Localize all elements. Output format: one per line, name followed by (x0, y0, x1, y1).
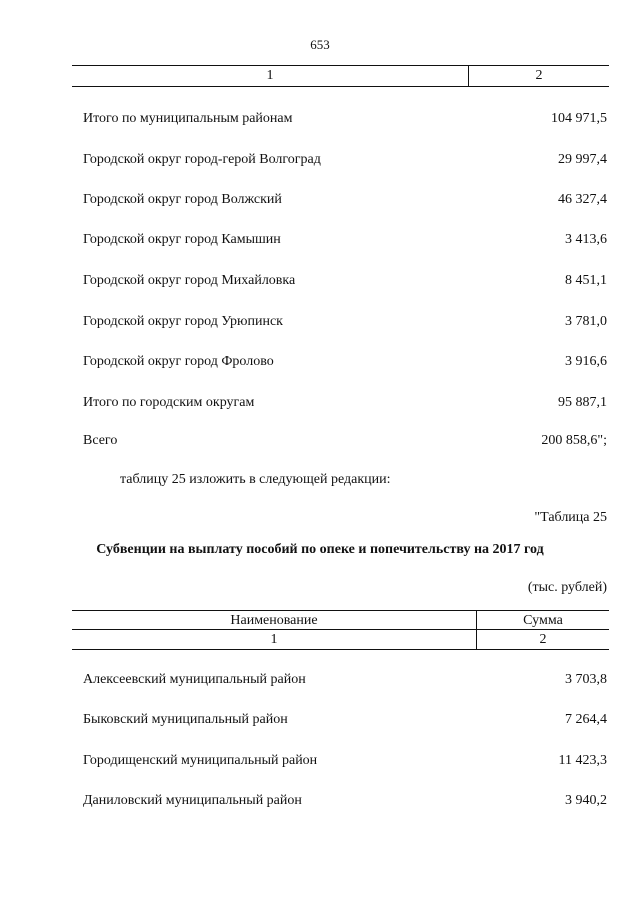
table2-col1-title: Наименование (230, 613, 318, 628)
row-value: 3 940,2 (565, 793, 607, 808)
row-name: Даниловский муниципальный район (83, 793, 302, 808)
row-value: 3 916,6 (565, 354, 607, 369)
row-name: Городской округ город Урюпинск (83, 314, 283, 329)
row-value: 3 703,8 (565, 672, 607, 687)
page-number: 653 (310, 37, 330, 52)
row-name: Всего (83, 433, 118, 448)
row-name: Городской округ город Фролово (83, 354, 274, 369)
table-label: "Таблица 25 (534, 510, 607, 525)
table-row (83, 753, 607, 773)
row-value: 7 264,4 (565, 712, 607, 727)
row-value: 104 971,5 (551, 111, 607, 126)
table-row (83, 314, 607, 334)
row-name: Быковский муниципальный район (83, 712, 288, 727)
row-value: 3 413,6 (565, 232, 607, 247)
row-value: 29 997,4 (558, 152, 607, 167)
row-value: 46 327,4 (558, 192, 607, 207)
row-name: Городской округ город Волжский (83, 192, 282, 207)
table1-col1-number: 1 (266, 68, 274, 83)
row-name: Городской округ город Камышин (83, 232, 281, 247)
table2-col1-number: 1 (270, 632, 278, 647)
table-row (83, 395, 607, 415)
table-row (83, 232, 607, 252)
table-row (83, 152, 607, 172)
amendment-instruction: таблицу 25 изложить в следующей редакции: (120, 472, 391, 487)
row-name: Городищенский муниципальный район (83, 753, 318, 768)
table1-header-rule (72, 86, 609, 87)
row-name: Городской округ город-герой Волгоград (83, 152, 321, 167)
row-value: 200 858,6"; (541, 433, 607, 448)
table-title: Субвенции на выплату пособий по опеке и попечительству на 2017 год (96, 542, 544, 557)
row-value: 8 451,1 (565, 273, 607, 288)
table2-col2-title: Сумма (523, 613, 563, 628)
table-row (83, 273, 607, 293)
table2-col2-number: 2 (539, 632, 547, 647)
table-row (83, 354, 607, 374)
row-value: 3 781,0 (565, 314, 607, 329)
row-value: 95 887,1 (558, 395, 607, 410)
table-row (83, 672, 607, 692)
table-row (83, 712, 607, 732)
table-row (83, 192, 607, 212)
table1-col2-number: 2 (535, 68, 543, 83)
row-name: Итого по городским округам (83, 395, 255, 410)
units-label: (тыс. рублей) (527, 580, 607, 595)
table-row (83, 111, 607, 131)
table2-top-rule (72, 610, 609, 611)
row-name: Итого по муниципальным районам (83, 111, 293, 126)
table2-mid-rule (72, 629, 609, 630)
table2-header-rule (72, 649, 609, 650)
table-row-total (83, 433, 607, 453)
row-name: Алексеевский муниципальный район (83, 672, 306, 687)
row-name: Городской округ город Михайловка (83, 273, 296, 288)
table-row (83, 793, 607, 813)
row-value: 11 423,3 (558, 753, 607, 768)
table1-top-rule (72, 65, 609, 66)
